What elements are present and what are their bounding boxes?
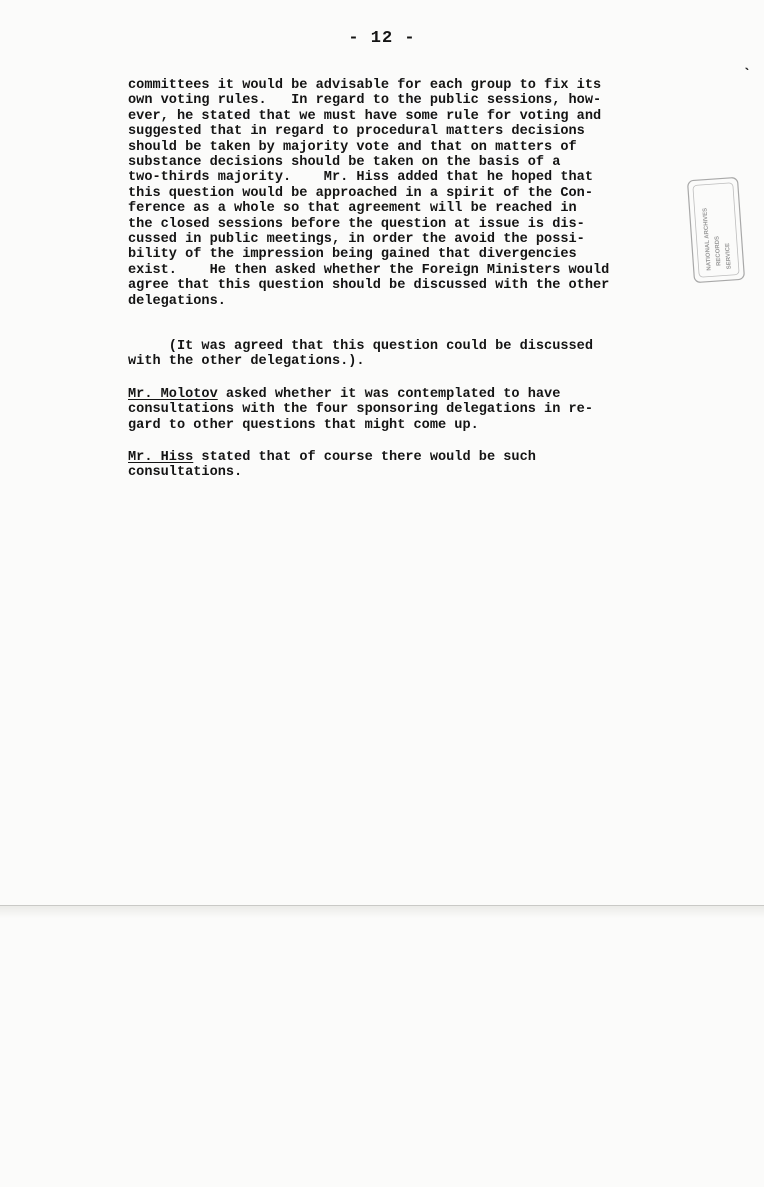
text-line: substance decisions should be taken on the basis of a xyxy=(128,155,561,171)
margin-pen-mark: ˎ xyxy=(742,54,752,72)
text-line: two-thirds majority. Mr. Hiss added that he hoped that xyxy=(128,170,593,186)
svg-text:NATIONAL ARCHIVES: NATIONAL ARCHIVES xyxy=(702,207,713,271)
text-line: this question would be approached in a spirit of the Con- xyxy=(128,185,593,201)
text-line: suggested that in regard to procedural matters decisions xyxy=(128,124,585,140)
text-line: own voting rules. In regard to the public sessions, how- xyxy=(128,93,602,109)
paper-fold-line xyxy=(0,905,764,906)
text-line: asked whether it was contemplated to have xyxy=(217,387,561,402)
text-line: bility of the impression being gained that divergencies xyxy=(128,247,577,263)
text-line: the closed sessions before the question at issue is dis- xyxy=(128,216,585,232)
text-line: ever, he stated that we must have some rule for voting and xyxy=(128,108,602,124)
text-line: consultations. xyxy=(128,465,243,481)
paragraph-agreement-note xyxy=(128,339,593,370)
text-line: with the other delegations.). xyxy=(128,354,365,370)
svg-text:RECORDS: RECORDS xyxy=(714,235,723,267)
text-line: (It was agreed that this question could be discussed xyxy=(128,339,593,354)
text-line: should be taken by majority vote and that on matters of xyxy=(128,139,577,155)
speaker-name: Mr. Molotov xyxy=(128,387,218,402)
speaker-name: Mr. Hiss xyxy=(128,450,194,465)
svg-text:SERVICE: SERVICE xyxy=(724,242,733,270)
page-number: - 12 - xyxy=(348,29,416,48)
text-line: exist. He then asked whether the Foreign Ministers would xyxy=(128,262,610,278)
text-line: committees it would be advisable for each group to fix its xyxy=(128,78,602,93)
paragraph-molotov-question xyxy=(128,387,593,433)
text-line: consultations with the four sponsoring delegations in re- xyxy=(128,402,593,418)
text-line: gard to other questions that might come up. xyxy=(128,417,479,433)
declassification-stamp xyxy=(684,174,747,286)
text-line: delegations. xyxy=(128,293,226,309)
text-line: ference as a whole so that agreement will be reached in xyxy=(128,201,577,217)
paragraph-hiss-reply xyxy=(128,450,536,481)
paper-fold-shadow xyxy=(0,906,764,918)
text-line: stated that of course there would be such xyxy=(193,450,536,465)
text-line: cussed in public meetings, in order the avoid the possi- xyxy=(128,232,585,248)
paragraph-voting-rules xyxy=(128,78,609,309)
text-line: agree that this question should be discussed with the other xyxy=(128,278,610,294)
